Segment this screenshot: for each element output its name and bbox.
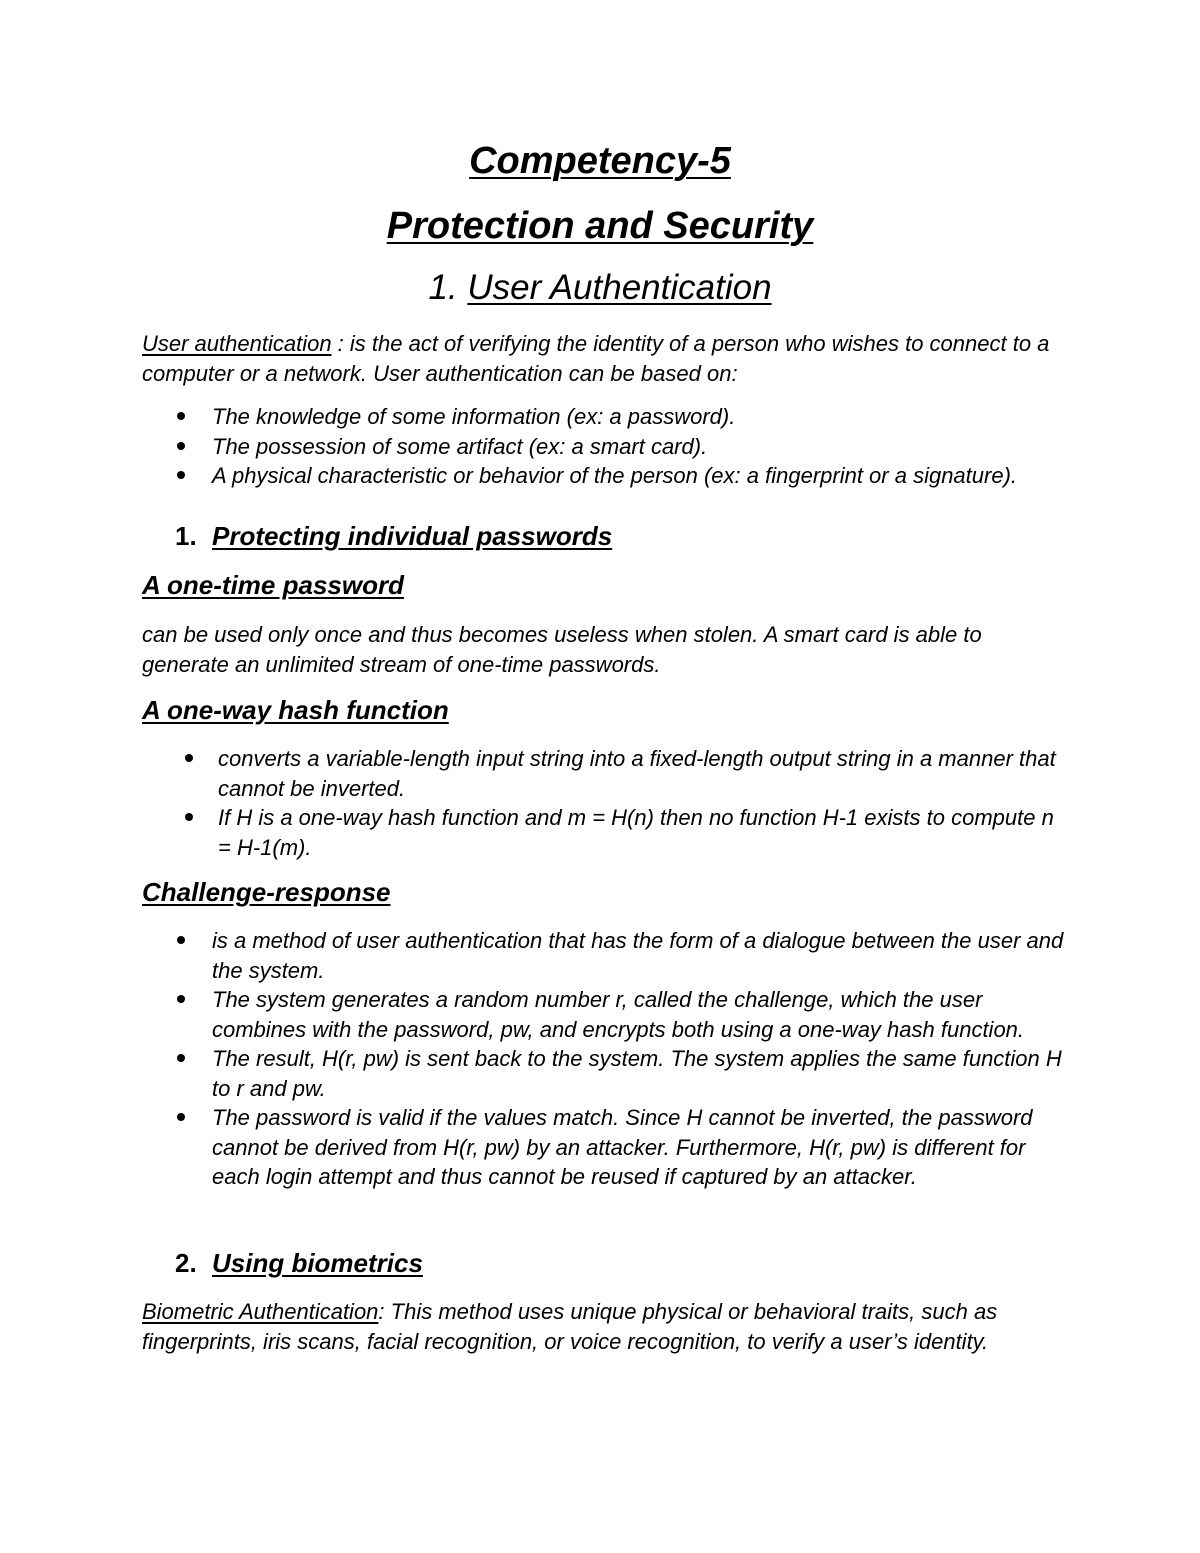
list-item: A physical characteristic or behavior of the person (ex: a fingerprint or a signature). [212, 461, 1072, 491]
otp-paragraph: can be used only once and thus becomes useless when stolen. A smart card is able to generate an unlimited stream of one-time passwords. [142, 622, 982, 677]
list-item: is a method of user authentication that has the form of a dialogue between the user and the system. [212, 926, 1072, 985]
section-number: 1. [428, 268, 458, 307]
basis-list [212, 402, 1072, 491]
hash-list [218, 744, 1068, 862]
document-subtitle: Protection and Security [386, 205, 814, 247]
subsection-title: Protecting individual passwords [212, 521, 613, 551]
list-item: The system generates a random number r, called the challenge, which the user combines with the password, pw, and encrypts both using a one-way hash function. [212, 985, 1072, 1044]
heading-one-way-hash: A one-way hash function [142, 695, 449, 725]
heading-challenge-response: Challenge-response [142, 877, 391, 907]
subsection-heading-biometrics [175, 1248, 423, 1279]
subsection-heading-passwords [175, 521, 612, 552]
subsection-title: Using biometrics [212, 1248, 423, 1278]
list-item: The knowledge of some information (ex: a password). [212, 402, 1072, 432]
biometric-text: : This method uses unique physical or behavioral traits, such as fingerprints, iris scans, facial recognition, or voice recognition, to verify a user’s identity. [142, 1299, 998, 1354]
list-item: converts a variable-length input string into a fixed-length output string in a manner that cannot be inverted. [218, 744, 1068, 803]
challenge-list [212, 926, 1072, 1192]
biometric-term: Biometric Authentication [142, 1299, 379, 1324]
heading-one-time-password: A one-time password [142, 570, 404, 600]
subsection-number: 2. [175, 1248, 197, 1278]
list-item: The result, H(r, pw) is sent back to the system. The system applies the same function H to r and pw. [212, 1044, 1072, 1103]
intro-paragraph [142, 329, 1072, 388]
biometric-paragraph [142, 1297, 1072, 1356]
section-heading [0, 268, 1200, 308]
list-item: The possession of some artifact (ex: a smart card). [212, 432, 1072, 462]
section-title: User Authentication [467, 268, 772, 307]
list-item: If H is a one-way hash function and m = H(n) then no function H-1 exists to compute n = H-1(m). [218, 803, 1068, 862]
intro-text: : is the act of verifying the identity of a person who wishes to connect to a computer or a network. User authentication can be based on: [142, 331, 1050, 386]
document-title: Competency-5 [469, 140, 731, 182]
list-item: The password is valid if the values match. Since H cannot be inverted, the password cannot be derived from H(r, pw) by an attacker. Furthermore, H(r, pw) is different for each login attempt and thus cannot be reused if captured by an attacker. [212, 1103, 1072, 1192]
subsection-number: 1. [175, 521, 197, 551]
intro-term: User authentication [142, 331, 332, 356]
